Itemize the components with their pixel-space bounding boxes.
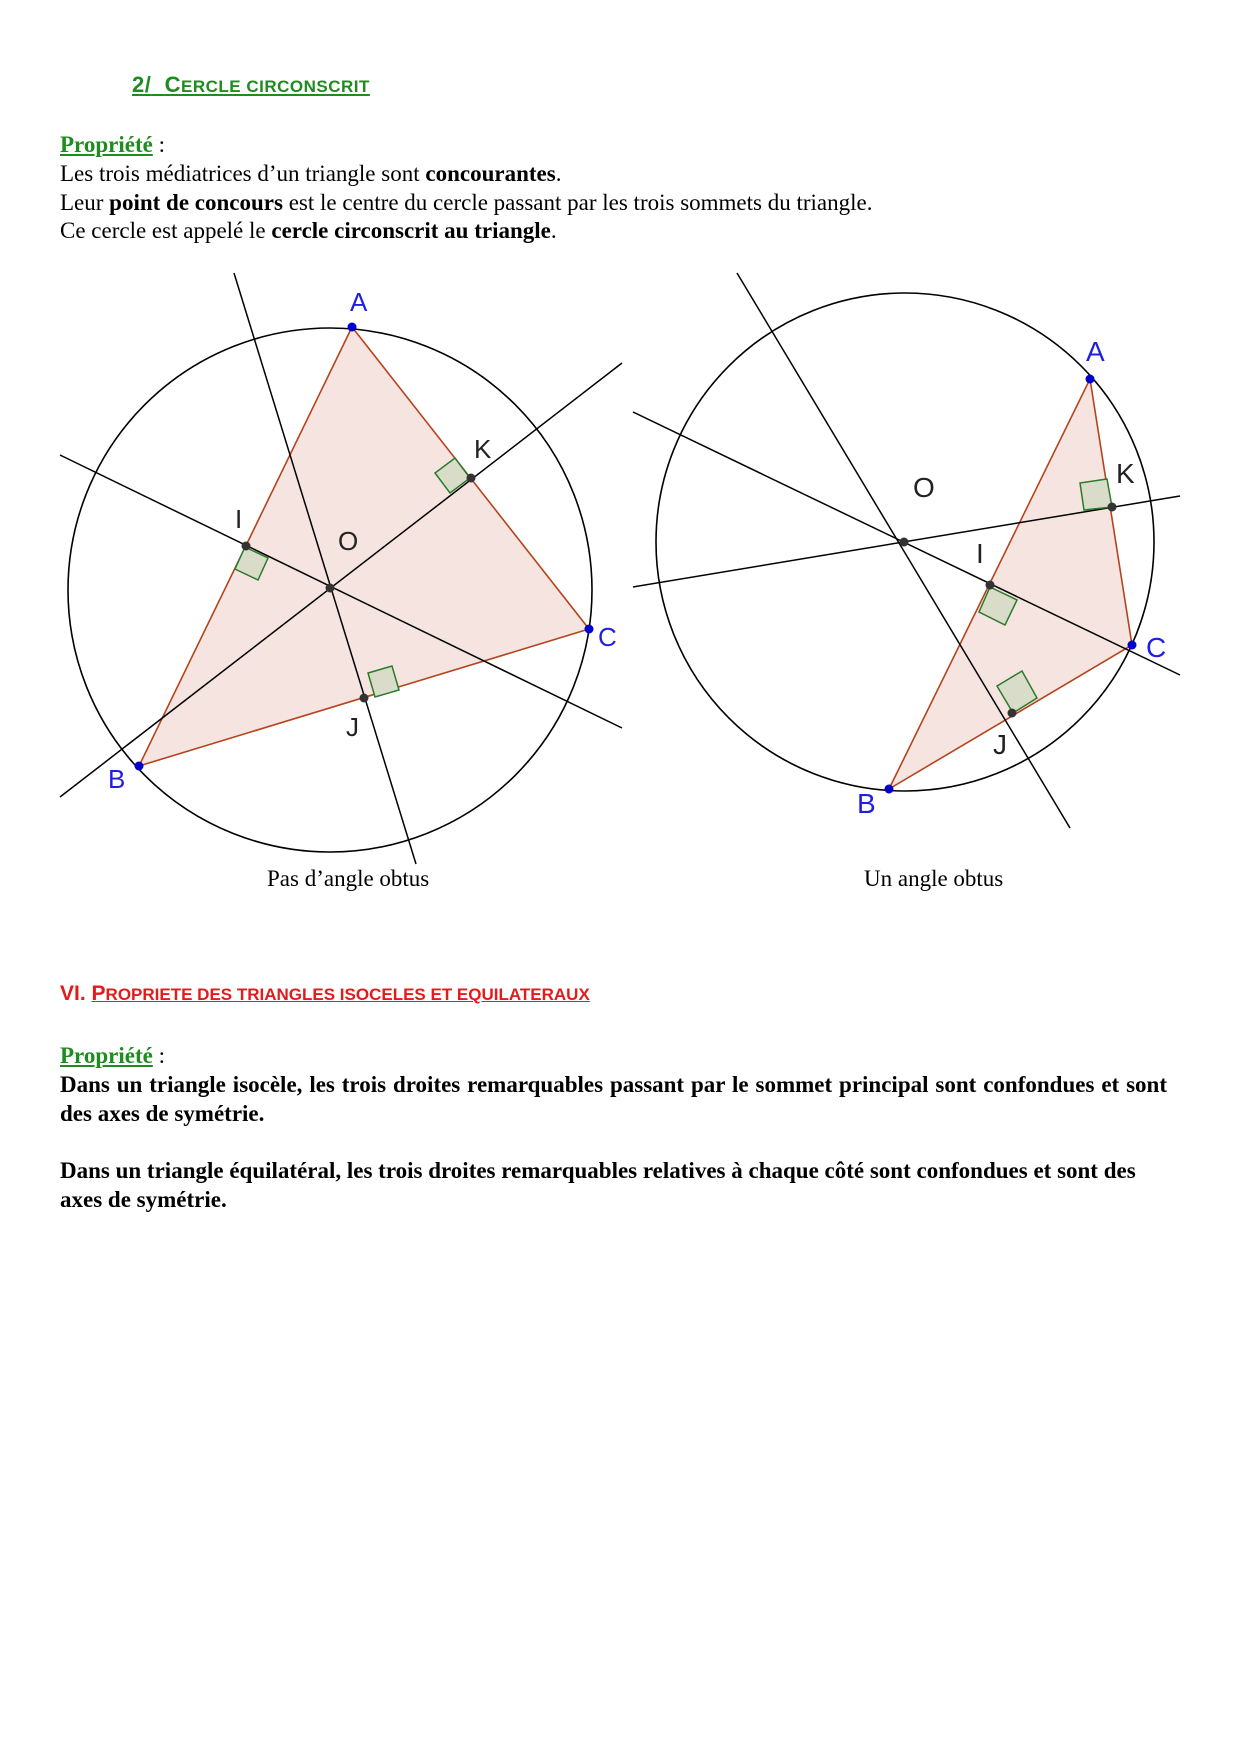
midpoint-i-right — [986, 581, 995, 590]
section-vi-title-initial: P — [91, 982, 106, 1005]
vertex-c-left — [585, 625, 594, 634]
midpoint-j-left — [360, 694, 369, 703]
midpoint-k-left — [467, 474, 476, 483]
label-k-left: K — [474, 434, 492, 464]
caption-left-figure: Pas d’angle obtus — [267, 866, 430, 891]
property-isosceles-text: Dans un triangle isocèle, les trois droites remarquables passant par le sommet principal sont confondues et sont des axes de symétrie. — [60, 1072, 1167, 1126]
vertex-c-right — [1128, 641, 1137, 650]
label-b-right: B — [857, 788, 876, 819]
section-title-rest: ERCLE CIRCONSCRIT — [180, 77, 370, 96]
property-label-text: Propriété — [60, 132, 153, 157]
midpoint-j-right — [1008, 709, 1017, 718]
figure-acute-triangle — [60, 273, 622, 864]
section-title-initial: C — [164, 72, 181, 97]
midpoint-k-right — [1108, 503, 1117, 512]
vertex-a-right — [1086, 375, 1095, 384]
label-b-left: B — [108, 764, 126, 794]
label-o-left: O — [338, 526, 359, 556]
section-vi-title-rest: ROPRIETE DES TRIANGLES ISOCELES ET EQUILATERAUX — [105, 985, 590, 1004]
property-label-text-2: Propriété — [60, 1043, 153, 1068]
property-colon-2: : — [152, 1043, 165, 1068]
label-j-right: J — [993, 729, 1007, 760]
vertex-a-left — [348, 323, 357, 332]
figure-obtuse-triangle — [633, 273, 1180, 828]
midpoint-i-left — [242, 542, 251, 551]
property-colon: : — [152, 132, 165, 157]
line2-bold: point de concours — [109, 190, 283, 215]
center-o-right — [900, 538, 909, 547]
line3-text: Ce cercle est appelé le — [60, 218, 272, 243]
label-c-right: C — [1146, 632, 1167, 663]
line3-bold: cercle circonscrit au triangle — [271, 218, 551, 243]
caption-right-figure: Un angle obtus — [864, 866, 1004, 891]
label-a-left: A — [350, 287, 368, 317]
right-angle-mark-k-right — [1080, 479, 1112, 510]
section-number: 2/ — [132, 72, 152, 97]
property-label-2 — [60, 1042, 165, 1070]
section-vi-number: VI. — [60, 982, 86, 1005]
vertex-b-left — [135, 762, 144, 771]
line1-bold: concourantes — [425, 161, 556, 186]
section-heading-vi — [60, 982, 590, 1006]
line1-end: . — [555, 161, 562, 186]
label-j-left: J — [346, 712, 359, 742]
line2-end: est le centre du cercle passant par les trois sommets du triangle. — [282, 190, 873, 215]
line3-end: . — [550, 218, 557, 243]
property-equilateral-text: Dans un triangle équilatéral, les trois droites remarquables relatives à chaque côté sont confondues et sont des axes de symétrie. — [60, 1158, 1136, 1212]
label-a-right: A — [1086, 336, 1105, 367]
label-i-left: I — [235, 504, 243, 534]
line1-text: Les trois médiatrices d’un triangle sont — [60, 161, 426, 186]
label-c-left: C — [598, 622, 617, 652]
center-o-left — [326, 584, 335, 593]
section-vi-title — [91, 982, 590, 1005]
label-k-right: K — [1116, 458, 1135, 489]
vertex-b-right — [885, 785, 894, 794]
label-o-right: O — [913, 472, 935, 503]
line2-text: Leur — [60, 190, 110, 215]
label-i-right: I — [976, 538, 984, 569]
